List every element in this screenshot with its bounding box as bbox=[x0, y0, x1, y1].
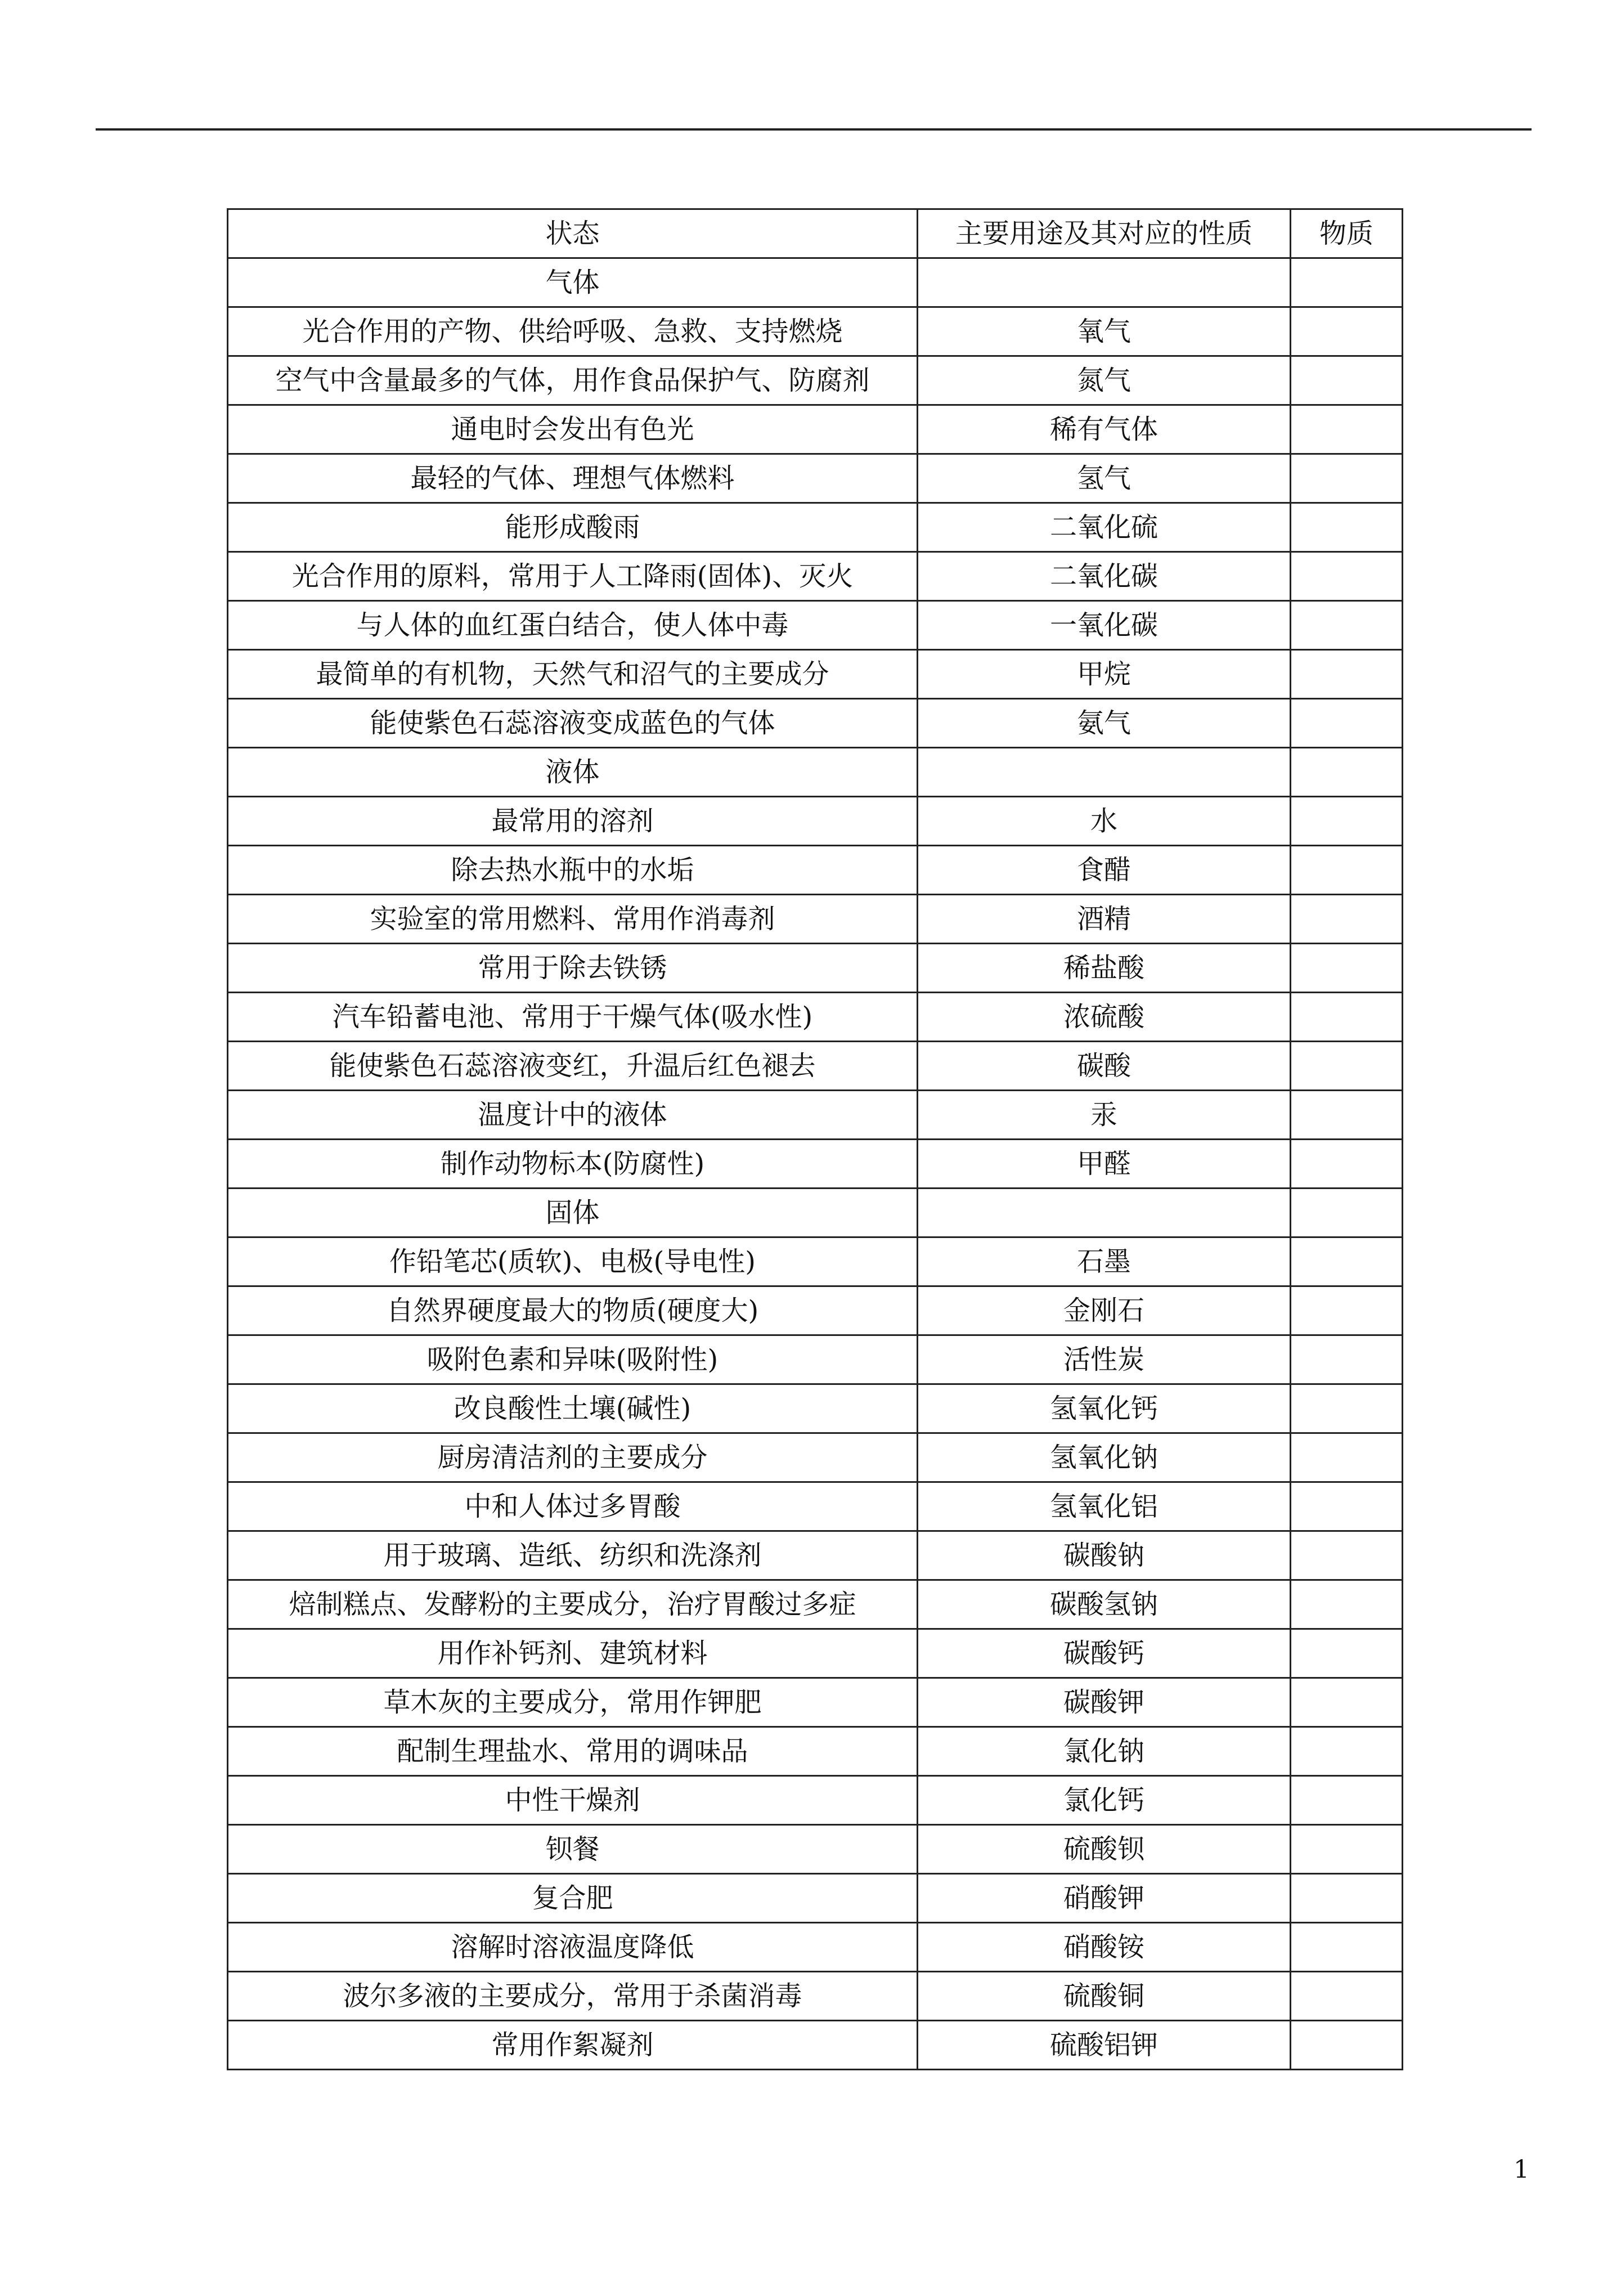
table-cell-state: 波尔多液的主要成分，常用于杀菌消毒 bbox=[228, 1972, 918, 2021]
table-cell-use: 石墨 bbox=[918, 1237, 1291, 1286]
table-cell-substance bbox=[1291, 307, 1403, 356]
table-cell-state: 最简单的有机物，天然气和沼气的主要成分 bbox=[228, 650, 918, 699]
table-cell-state: 用作补钙剂、建筑材料 bbox=[228, 1629, 918, 1678]
table-cell-use: 碳酸氢钠 bbox=[918, 1580, 1291, 1629]
table-cell-substance bbox=[1291, 601, 1403, 650]
table-cell-use: 氧气 bbox=[918, 307, 1291, 356]
table-cell-use: 硝酸钾 bbox=[918, 1874, 1291, 1923]
table-cell-state: 通电时会发出有色光 bbox=[228, 405, 918, 454]
table-cell-substance bbox=[1291, 1727, 1403, 1776]
table-cell-substance bbox=[1291, 552, 1403, 601]
table-cell-state: 作铅笔芯(质软)、电极(导电性) bbox=[228, 1237, 918, 1286]
table-cell-use: 碳酸钙 bbox=[918, 1629, 1291, 1678]
table-cell-substance bbox=[1291, 944, 1403, 993]
table-cell-use: 水 bbox=[918, 797, 1291, 846]
table-cell-state: 能使紫色石蕊溶液变成蓝色的气体 bbox=[228, 699, 918, 748]
table-cell-use: 氨气 bbox=[918, 699, 1291, 748]
table-cell-state: 自然界硬度最大的物质(硬度大) bbox=[228, 1286, 918, 1335]
table-row bbox=[228, 1874, 1403, 1923]
table-cell-substance bbox=[1291, 846, 1403, 895]
table-body bbox=[228, 258, 1403, 2070]
table-row bbox=[228, 405, 1403, 454]
table-cell-state: 常用作絮凝剂 bbox=[228, 2021, 918, 2070]
table-cell-state: 改良酸性土壤(碱性) bbox=[228, 1384, 918, 1433]
table-cell-substance bbox=[1291, 650, 1403, 699]
table-cell-substance bbox=[1291, 503, 1403, 552]
table-cell-state: 吸附色素和异味(吸附性) bbox=[228, 1335, 918, 1384]
table-row bbox=[228, 1335, 1403, 1384]
table-row bbox=[228, 1384, 1403, 1433]
table-row bbox=[228, 1727, 1403, 1776]
table-cell-substance bbox=[1291, 1384, 1403, 1433]
table-cell-substance bbox=[1291, 1042, 1403, 1091]
table-cell-state: 气体 bbox=[228, 258, 918, 307]
table-cell-substance bbox=[1291, 454, 1403, 503]
table-cell-use: 稀有气体 bbox=[918, 405, 1291, 454]
table-cell-use: 食醋 bbox=[918, 846, 1291, 895]
table-cell-use bbox=[918, 1189, 1291, 1237]
table-row bbox=[228, 944, 1403, 993]
table-row bbox=[228, 1042, 1403, 1091]
table-cell-state: 汽车铅蓄电池、常用于干燥气体(吸水性) bbox=[228, 993, 918, 1042]
table-cell-state: 草木灰的主要成分，常用作钾肥 bbox=[228, 1678, 918, 1727]
table-row bbox=[228, 846, 1403, 895]
table-cell-substance bbox=[1291, 1237, 1403, 1286]
table-cell-substance bbox=[1291, 1629, 1403, 1678]
table-cell-substance bbox=[1291, 1531, 1403, 1580]
table-row bbox=[228, 895, 1403, 944]
table-cell-substance bbox=[1291, 748, 1403, 797]
table-row bbox=[228, 258, 1403, 307]
table-row bbox=[228, 1237, 1403, 1286]
table-cell-state: 最常用的溶剂 bbox=[228, 797, 918, 846]
table-cell-substance bbox=[1291, 1189, 1403, 1237]
table-cell-state: 光合作用的原料，常用于人工降雨(固体)、灭火 bbox=[228, 552, 918, 601]
table-cell-use: 汞 bbox=[918, 1091, 1291, 1140]
table-row bbox=[228, 1091, 1403, 1140]
table-cell-use: 一氧化碳 bbox=[918, 601, 1291, 650]
column-header-substance: 物质 bbox=[1291, 209, 1403, 258]
table-cell-substance bbox=[1291, 2021, 1403, 2070]
table-cell-state: 液体 bbox=[228, 748, 918, 797]
table-cell-substance bbox=[1291, 797, 1403, 846]
table-cell-use: 硫酸钡 bbox=[918, 1825, 1291, 1874]
table-cell-state: 厨房清洁剂的主要成分 bbox=[228, 1433, 918, 1482]
table-cell-substance bbox=[1291, 993, 1403, 1042]
table-cell-use: 氢氧化铝 bbox=[918, 1482, 1291, 1531]
table-row bbox=[228, 1972, 1403, 2021]
table-cell-substance bbox=[1291, 1091, 1403, 1140]
table-cell-state: 空气中含量最多的气体，用作食品保护气、防腐剂 bbox=[228, 356, 918, 405]
table-cell-use bbox=[918, 748, 1291, 797]
table-cell-use: 碳酸钾 bbox=[918, 1678, 1291, 1727]
table-row bbox=[228, 1531, 1403, 1580]
table-cell-state: 焙制糕点、发酵粉的主要成分，治疗胃酸过多症 bbox=[228, 1580, 918, 1629]
table-cell-state: 用于玻璃、造纸、纺织和洗涤剂 bbox=[228, 1531, 918, 1580]
table-row bbox=[228, 1825, 1403, 1874]
table-cell-state: 能形成酸雨 bbox=[228, 503, 918, 552]
table-row bbox=[228, 1140, 1403, 1189]
table-cell-state: 与人体的血红蛋白结合，使人体中毒 bbox=[228, 601, 918, 650]
table-cell-use: 二氧化硫 bbox=[918, 503, 1291, 552]
column-header-use: 主要用途及其对应的性质 bbox=[918, 209, 1291, 258]
table-cell-use: 金刚石 bbox=[918, 1286, 1291, 1335]
table-cell-use: 浓硫酸 bbox=[918, 993, 1291, 1042]
table-row bbox=[228, 601, 1403, 650]
table-cell-substance bbox=[1291, 1482, 1403, 1531]
table-row bbox=[228, 1482, 1403, 1531]
table-row bbox=[228, 797, 1403, 846]
table-row bbox=[228, 1776, 1403, 1825]
table-row bbox=[228, 503, 1403, 552]
table-row bbox=[228, 1189, 1403, 1237]
table-cell-use: 氢气 bbox=[918, 454, 1291, 503]
table-cell-use: 碳酸钠 bbox=[918, 1531, 1291, 1580]
table-cell-state: 配制生理盐水、常用的调味品 bbox=[228, 1727, 918, 1776]
table-cell-substance bbox=[1291, 1140, 1403, 1189]
table-cell-substance bbox=[1291, 1825, 1403, 1874]
table-cell-use: 碳酸 bbox=[918, 1042, 1291, 1091]
table-row bbox=[228, 356, 1403, 405]
table-row bbox=[228, 307, 1403, 356]
table-cell-substance bbox=[1291, 1972, 1403, 2021]
table-cell-substance bbox=[1291, 699, 1403, 748]
table-row bbox=[228, 552, 1403, 601]
table-cell-use: 稀盐酸 bbox=[918, 944, 1291, 993]
table-cell-use: 酒精 bbox=[918, 895, 1291, 944]
table-cell-state: 钡餐 bbox=[228, 1825, 918, 1874]
table-cell-substance bbox=[1291, 1678, 1403, 1727]
table-row bbox=[228, 1433, 1403, 1482]
table-cell-state: 溶解时溶液温度降低 bbox=[228, 1923, 918, 1972]
table-cell-state: 除去热水瓶中的水垢 bbox=[228, 846, 918, 895]
table-cell-use: 氢氧化钠 bbox=[918, 1433, 1291, 1482]
table-row bbox=[228, 748, 1403, 797]
table-cell-state: 制作动物标本(防腐性) bbox=[228, 1140, 918, 1189]
table-cell-use: 硫酸铝钾 bbox=[918, 2021, 1291, 2070]
table-cell-state: 最轻的气体、理想气体燃料 bbox=[228, 454, 918, 503]
table-cell-state: 复合肥 bbox=[228, 1874, 918, 1923]
table-cell-use: 硫酸铜 bbox=[918, 1972, 1291, 2021]
substance-table bbox=[227, 208, 1403, 2070]
column-header-state: 状态 bbox=[228, 209, 918, 258]
table-cell-use: 甲烷 bbox=[918, 650, 1291, 699]
table-cell-substance bbox=[1291, 405, 1403, 454]
table-cell-use: 氮气 bbox=[918, 356, 1291, 405]
table-cell-use: 氢氧化钙 bbox=[918, 1384, 1291, 1433]
table-row bbox=[228, 1629, 1403, 1678]
table-cell-state: 温度计中的液体 bbox=[228, 1091, 918, 1140]
table-cell-state: 常用于除去铁锈 bbox=[228, 944, 918, 993]
table-row bbox=[228, 1923, 1403, 1972]
table-cell-substance bbox=[1291, 1776, 1403, 1825]
table-row bbox=[228, 993, 1403, 1042]
table-cell-substance bbox=[1291, 1433, 1403, 1482]
table-cell-substance bbox=[1291, 1335, 1403, 1384]
table-cell-substance bbox=[1291, 258, 1403, 307]
table-cell-use: 氯化钠 bbox=[918, 1727, 1291, 1776]
table-cell-substance bbox=[1291, 895, 1403, 944]
table-row bbox=[228, 454, 1403, 503]
table-cell-use: 甲醛 bbox=[918, 1140, 1291, 1189]
table-cell-state: 中和人体过多胃酸 bbox=[228, 1482, 918, 1531]
table-row bbox=[228, 1678, 1403, 1727]
table-cell-state: 中性干燥剂 bbox=[228, 1776, 918, 1825]
table-cell-state: 光合作用的产物、供给呼吸、急救、支持燃烧 bbox=[228, 307, 918, 356]
table-cell-use: 氯化钙 bbox=[918, 1776, 1291, 1825]
page-number: 1 bbox=[1514, 2155, 1529, 2184]
table-cell-use: 硝酸铵 bbox=[918, 1923, 1291, 1972]
table-cell-use bbox=[918, 258, 1291, 307]
table-row bbox=[228, 650, 1403, 699]
table-cell-use: 二氧化碳 bbox=[918, 552, 1291, 601]
table-cell-state: 固体 bbox=[228, 1189, 918, 1237]
table-cell-state: 能使紫色石蕊溶液变红，升温后红色褪去 bbox=[228, 1042, 918, 1091]
table-header-row bbox=[228, 209, 1403, 258]
table-cell-state: 实验室的常用燃料、常用作消毒剂 bbox=[228, 895, 918, 944]
table-row bbox=[228, 1580, 1403, 1629]
table-cell-substance bbox=[1291, 1286, 1403, 1335]
table-row bbox=[228, 1286, 1403, 1335]
table-cell-use: 活性炭 bbox=[918, 1335, 1291, 1384]
table-row bbox=[228, 699, 1403, 748]
header-rule bbox=[96, 128, 1532, 131]
table-cell-substance bbox=[1291, 1580, 1403, 1629]
table-cell-substance bbox=[1291, 356, 1403, 405]
table-cell-substance bbox=[1291, 1923, 1403, 1972]
table-cell-substance bbox=[1291, 1874, 1403, 1923]
table-row bbox=[228, 2021, 1403, 2070]
